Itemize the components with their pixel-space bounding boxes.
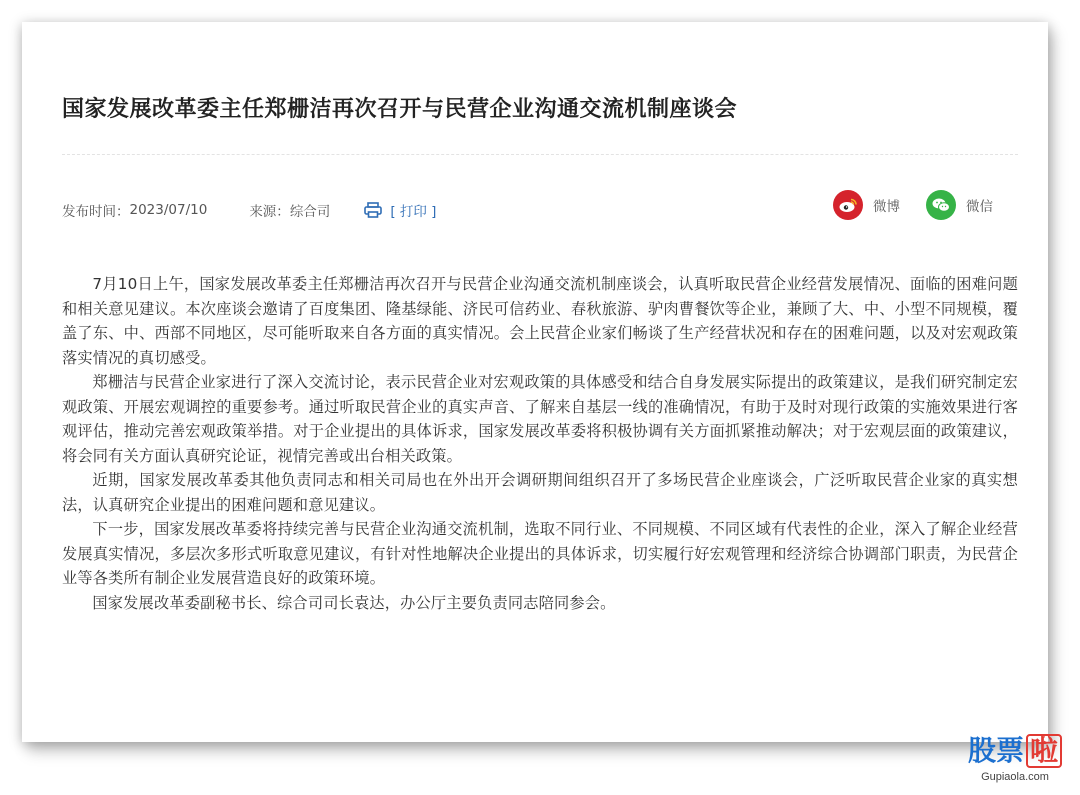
wechat-icon bbox=[926, 190, 956, 220]
paragraph: 下一步，国家发展改革委将持续完善与民营企业沟通交流机制，选取不同行业、不同规模、不同区域有代表性的企业，深入了解企业经营发展真实情况，多层次多形式听取意见建议，有针对性地解决企业提出的具体诉求，切实履行好宏观管理和经济综合协调部门职责，为民营企业等各类所有制企业发展营造良好的政策环境。 bbox=[62, 520, 1018, 587]
paragraph: 7月10日上午，国家发展改革委主任郑栅洁再次召开与民营企业沟通交流机制座谈会，认真听取民营企业经营发展情况、面临的困难问题和相关意见建议。本次座谈会邀请了百度集团、隆基绿能、济民可信药业、春秋旅游、驴肉曹餐饮等企业，兼顾了大、中、小型不同规模，覆盖了东、中、西部不同地区，尽可能听取来自各方面的真实情况。会上民营企业家们畅谈了生产经营状况和存在的困难问题，以及对宏观政策落实情况的真切感受。 bbox=[62, 275, 1018, 367]
article-card bbox=[22, 22, 1048, 742]
article-body bbox=[62, 272, 1018, 615]
title-divider bbox=[62, 154, 1018, 155]
watermark-text-main: 股票 bbox=[967, 734, 1024, 767]
share-weibo-button[interactable] bbox=[833, 190, 900, 220]
share-bar bbox=[833, 190, 993, 220]
weibo-icon bbox=[833, 190, 863, 220]
share-weibo-label: 微博 bbox=[873, 199, 900, 215]
watermark-url: Gupiaola.com bbox=[981, 771, 1049, 783]
watermark-text-accent: 啦 bbox=[1026, 734, 1062, 768]
print-button[interactable] bbox=[364, 200, 436, 220]
paragraph: 郑栅洁与民营企业家进行了深入交流讨论，表示民营企业对宏观政策的具体感受和结合自身发展实际提出的政策建议，是我们研究制定宏观政策、开展宏观调控的重要参考。通过听取民营企业的真实声音、了解来自基层一线的准确情况，有助于及时对现行政策的实施效果进行客观评估，推动完善宏观政策举措。对于企业提出的具体诉求，国家发展改革委将积极协调有关方面抓紧推动解决；对于宏观层面的政策建议，将会同有关方面认真研究论证，视情完善或出台相关政策。 bbox=[62, 373, 1018, 465]
paragraph: 近期，国家发展改革委其他负责同志和相关司局也在外出开会调研期间组织召开了多场民营企业座谈会，广泛听取民营企业家的真实想法，认真研究企业提出的困难问题和意见建议。 bbox=[62, 471, 1018, 514]
print-label: [ 打印 ] bbox=[390, 204, 437, 220]
share-weixin-button[interactable] bbox=[926, 190, 993, 220]
publish-date-label: 发布时间： bbox=[62, 204, 130, 220]
article-meta bbox=[62, 200, 436, 220]
publish-date: 2023/07/10 bbox=[129, 202, 208, 218]
paragraph: 国家发展改革委副秘书长、综合司司长袁达，办公厅主要负责同志陪同参会。 bbox=[92, 593, 616, 612]
page-title: 国家发展改革委主任郑栅洁再次召开与民营企业沟通交流机制座谈会 bbox=[62, 97, 738, 122]
printer-icon bbox=[364, 202, 382, 218]
source-value: 综合司 bbox=[289, 204, 331, 220]
site-watermark bbox=[960, 729, 1070, 787]
share-weixin-label: 微信 bbox=[966, 199, 993, 215]
source-label: 来源： bbox=[249, 204, 290, 220]
